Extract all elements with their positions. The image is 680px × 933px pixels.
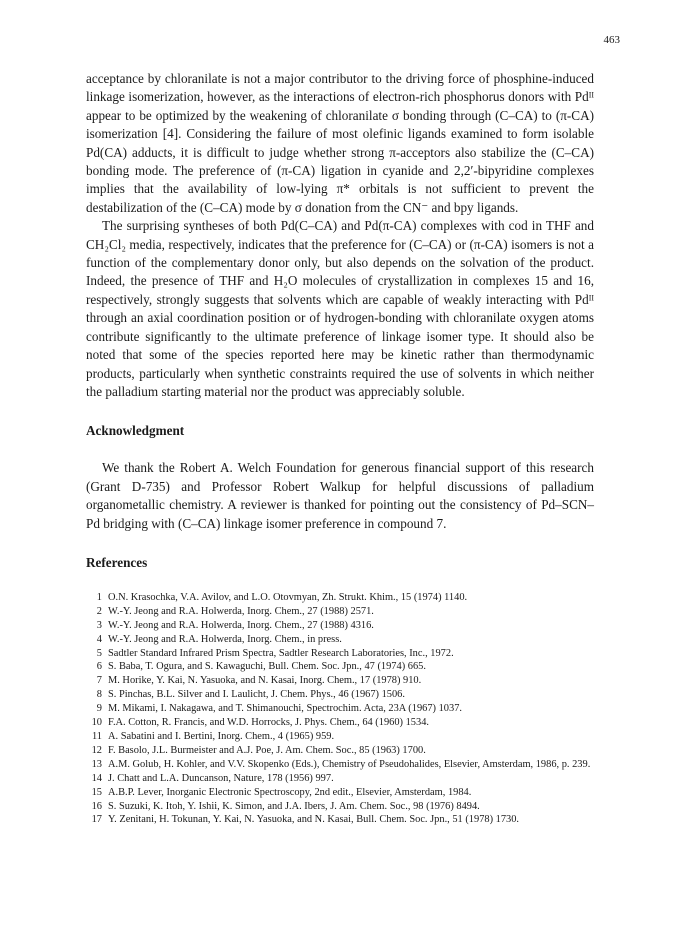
reference-number: 6 [96, 661, 102, 673]
reference-text: Sadtler Standard Infrared Prism Spectra, Sadtler Research Laboratories, Inc., 1972. [108, 647, 454, 659]
reference-text: W.-Y. Jeong and R.A. Holwerda, Inorg. Chem., in press. [108, 633, 342, 645]
reference-text: W.-Y. Jeong and R.A. Holwerda, Inorg. Chem., 27 (1988) 4316. [108, 619, 374, 631]
reference-item [86, 813, 594, 827]
reference-text: A.B.P. Lever, Inorganic Electronic Spectroscopy, 2nd edit., Elsevier, Amsterdam, 1984. [108, 786, 472, 798]
reference-number: 12 [91, 744, 102, 756]
main-content [86, 70, 594, 827]
page-number: 463 [603, 34, 620, 46]
reference-list [86, 591, 594, 827]
reference-item [86, 660, 594, 674]
reference-item [86, 633, 594, 647]
reference-number: 7 [96, 675, 102, 687]
acknowledgment-text: We thank the Robert A. Welch Foundation for generous financial support of this research (Grant D-735) and Professor Robert Walkup for helpful discussions of palladium organometallic chemistry. A reviewer is thanked for pointing out the consistency of Pd–SCN–Pd bridging with (C–CA) linkage isomer preference in compound 7. [86, 460, 594, 531]
reference-number: 13 [91, 758, 102, 770]
reference-item [86, 605, 594, 619]
reference-number: 15 [91, 786, 102, 798]
reference-item [86, 716, 594, 730]
reference-number: 14 [91, 772, 102, 784]
acknowledgment-heading: Acknowledgment [86, 423, 185, 439]
body-paragraph-2: The surprising syntheses of both Pd(C–CA) and Pd(π-CA) complexes with cod in THF and CH₂Cl₂ media, respectively, indicates that the preference for (C–CA) or (π-CA) isomers is not a function of the complementary donor only, but also depends on the solvation of the product. Indeed, the presence of THF and H₂O molecules of crystallization in complexes 15 and 16, respectively, strongly suggests that solvents which are capable of weakly interacting with Pdᴵᴵ through an axial coordination position or of hydrogen-bonding with chloranilate oxygen atoms contribute significantly to the ultimate preference of linkage isomer type. It should also be noted that some of the species reported here may be kinetic rather than thermodynamic products, particularly when synthetic constraints required the use of solvents in which neither the palladium starting material nor the product was appreciably soluble. [86, 218, 594, 399]
reference-text: F.A. Cotton, R. Francis, and W.D. Horrocks, J. Phys. Chem., 64 (1960) 1534. [108, 717, 429, 729]
reference-text: A. Sabatini and I. Bertini, Inorg. Chem., 4 (1965) 959. [108, 731, 335, 742]
reference-text: A.M. Golub, H. Kohler, and V.V. Skopenko (Eds.), Chemistry of Pseudohalides, Elsevier, Amsterdam, 1986, p. 239. [108, 758, 591, 770]
reference-item [86, 800, 594, 814]
reference-text: M. Mikami, I. Nakagawa, and T. Shimanouchi, Spectrochim. Acta, 23A (1967) 1037. [108, 703, 462, 715]
reference-number: 5 [96, 647, 102, 659]
references-heading: References [86, 554, 148, 570]
reference-number: 1 [96, 591, 102, 603]
reference-text: S. Baba, T. Ogura, and S. Kawaguchi, Bull. Chem. Soc. Jpn., 47 (1974) 665. [108, 661, 426, 673]
reference-number: 3 [96, 619, 102, 631]
reference-number: 17 [91, 814, 102, 826]
reference-text: J. Chatt and L.A. Duncanson, Nature, 178 (1956) 997. [108, 772, 334, 784]
reference-text: F. Basolo, J.L. Burmeister and A.J. Poe, J. Am. Chem. Soc., 85 (1963) 1700. [108, 744, 426, 756]
reference-number: 9 [96, 703, 102, 715]
reference-number: 16 [91, 800, 102, 812]
reference-text: Y. Zenitani, H. Tokunan, Y. Kai, N. Yasuoka, and N. Kasai, Bull. Chem. Soc. Jpn., 51 (1978) 1730. [108, 814, 520, 826]
reference-number: 4 [96, 633, 102, 645]
reference-item [86, 647, 594, 661]
reference-number: 11 [91, 731, 102, 742]
reference-number: 2 [96, 605, 102, 617]
reference-text: O.N. Krasochka, V.A. Avilov, and L.O. Otovmyan, Zh. Strukt. Khim., 15 (1974) 1140. [108, 591, 468, 603]
body-paragraph-1: acceptance by chloranilate is not a major contributor to the driving force of phosphine-induced linkage isomerization, however, as the interactions of electron-rich phosphorus donors with Pdᴵᴵ appear to be optimized by the weakening of chloranilate σ bonding through (C–CA) to (π-CA) isomerization [4]. Considering the failure of most olefinic ligands examined to form isolable Pd(CA) adducts, it is difficult to judge whether strong π-acceptors also stabilize the (C–CA) bonding mode. The preference of (π-CA) ligation in cyanide and 2,2′-bipyridine complexes implies that the availability of low-lying π* orbitals is not sufficient to prevent the destabilization of the (C–CA) mode by σ donation from the CN⁻ and bpy ligands. [86, 71, 594, 215]
reference-number: 8 [96, 689, 102, 701]
reference-item [86, 730, 594, 744]
reference-item [86, 619, 594, 633]
reference-item [86, 674, 594, 688]
reference-item [86, 772, 594, 786]
reference-text: M. Horike, Y. Kai, N. Yasuoka, and N. Kasai, Inorg. Chem., 17 (1978) 910. [108, 675, 422, 687]
reference-item [86, 702, 594, 716]
reference-item [86, 688, 594, 702]
reference-item [86, 786, 594, 800]
reference-item [86, 758, 594, 772]
reference-item [86, 744, 594, 758]
reference-item [86, 591, 594, 605]
reference-text: W.-Y. Jeong and R.A. Holwerda, Inorg. Chem., 27 (1988) 2571. [108, 605, 374, 617]
reference-number: 10 [91, 717, 102, 729]
reference-text: S. Pinchas, B.L. Silver and I. Laulicht, J. Chem. Phys., 46 (1967) 1506. [108, 689, 405, 701]
reference-text: S. Suzuki, K. Itoh, Y. Ishii, K. Simon, and J.A. Ibers, J. Am. Chem. Soc., 98 (1976) 8494. [108, 800, 480, 812]
